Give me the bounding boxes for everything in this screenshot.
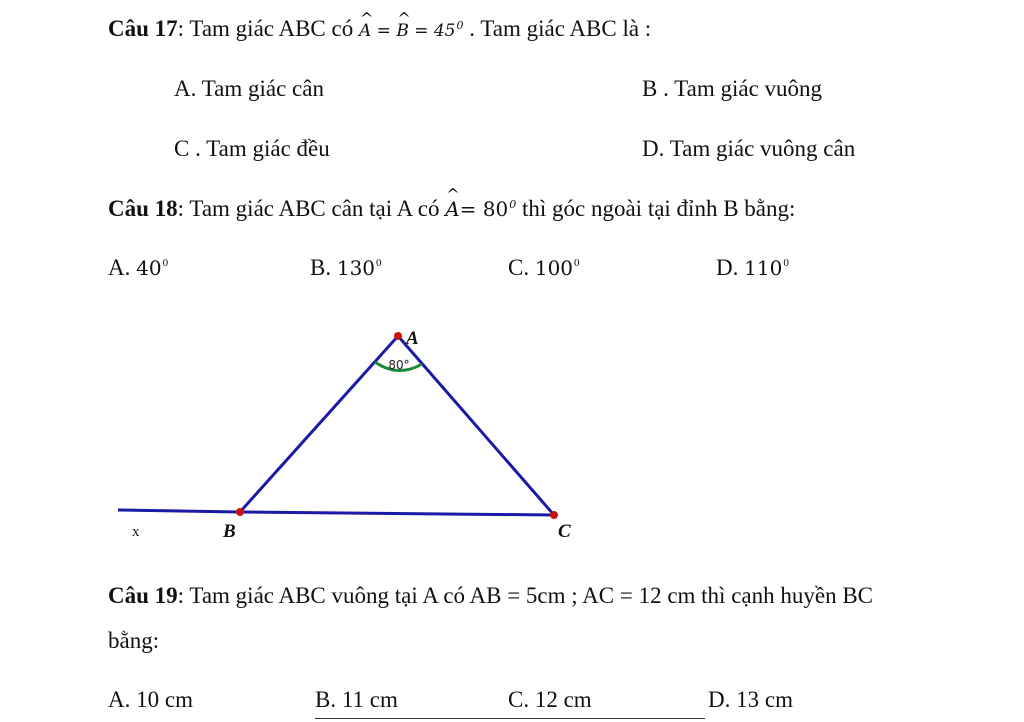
option-value: 40 — [136, 256, 162, 280]
degree-mark: 0 — [376, 257, 382, 270]
point-b — [236, 508, 244, 516]
question-18-math — [445, 197, 516, 221]
question-18-stem — [108, 196, 795, 222]
q19-option-d: D. 13 cm — [708, 687, 793, 712]
angle-b-symbol: ^ B — [396, 22, 409, 42]
q19-option-b: B. 11 cm — [315, 687, 398, 712]
option-prefix: A. — [108, 255, 137, 280]
q18-option-a — [108, 255, 168, 281]
point-c — [550, 511, 558, 519]
vertex-a-label: A — [406, 328, 419, 349]
degree-mark: 0 — [162, 257, 169, 270]
ray-bx — [118, 510, 240, 512]
q17-option-b: B . Tam giác vuông — [642, 76, 823, 101]
q17-option-c: C . Tam giác đều — [174, 136, 330, 161]
question-17-stem — [108, 16, 651, 42]
degree-mark: 0 — [456, 19, 464, 33]
question-19-text-line2: bằng: — [108, 628, 160, 653]
option-value: 100 — [534, 256, 574, 280]
triangle-figure — [100, 318, 600, 553]
side-ab — [240, 336, 398, 512]
question-17-math — [359, 21, 464, 41]
angle-a-symbol: ^ A — [445, 198, 459, 221]
equals-1: = — [371, 21, 397, 41]
equals-80: = 80 — [459, 197, 509, 221]
question-18-text-before: : Tam giác ABC cân tại A có — [177, 196, 446, 221]
option-prefix: D. — [716, 255, 745, 280]
angle-a-label: 80° — [388, 358, 410, 372]
q19-option-c: C. 12 cm — [508, 687, 592, 712]
option-value: 110 — [744, 256, 783, 280]
q18-option-c — [508, 255, 580, 281]
question-19-label: Câu 19 — [108, 583, 178, 608]
question-19-text-line1: : Tam giác ABC vuông tại A có AB = 5cm ; AC = 12 cm thì cạnh huyền BC — [177, 583, 874, 608]
point-a — [394, 332, 402, 340]
option-value: 130 — [336, 256, 376, 280]
equals-45: = 45 — [408, 21, 456, 41]
side-ac — [398, 336, 554, 515]
vertex-b-label: B — [223, 521, 236, 542]
question-19-stem — [108, 583, 873, 609]
degree-mark: 0 — [783, 257, 789, 270]
q19-option-a: A. 10 cm — [108, 687, 193, 712]
angle-a-symbol: ^ A — [359, 22, 371, 42]
page-rule — [315, 718, 705, 719]
ray-x-label: x — [132, 524, 140, 540]
degree-mark: 0 — [574, 257, 580, 270]
vertex-c-label: C — [558, 521, 571, 542]
option-prefix: C. — [508, 255, 535, 280]
question-17-text-before: : Tam giác ABC có — [177, 16, 359, 41]
degree-mark: 0 — [509, 198, 517, 212]
question-17-text-after: . Tam giác ABC là : — [463, 16, 652, 41]
question-18-label: Câu 18 — [108, 196, 178, 221]
q17-option-a: A. Tam giác cân — [174, 76, 324, 101]
question-17-label: Câu 17 — [108, 16, 178, 41]
option-prefix: B. — [310, 255, 337, 280]
q18-option-b — [310, 255, 382, 281]
question-18-text-after: thì góc ngoài tại đỉnh B bằng: — [516, 196, 796, 221]
side-bc — [240, 512, 554, 515]
q17-option-d: D. Tam giác vuông cân — [642, 136, 856, 161]
q18-option-d — [716, 255, 789, 281]
